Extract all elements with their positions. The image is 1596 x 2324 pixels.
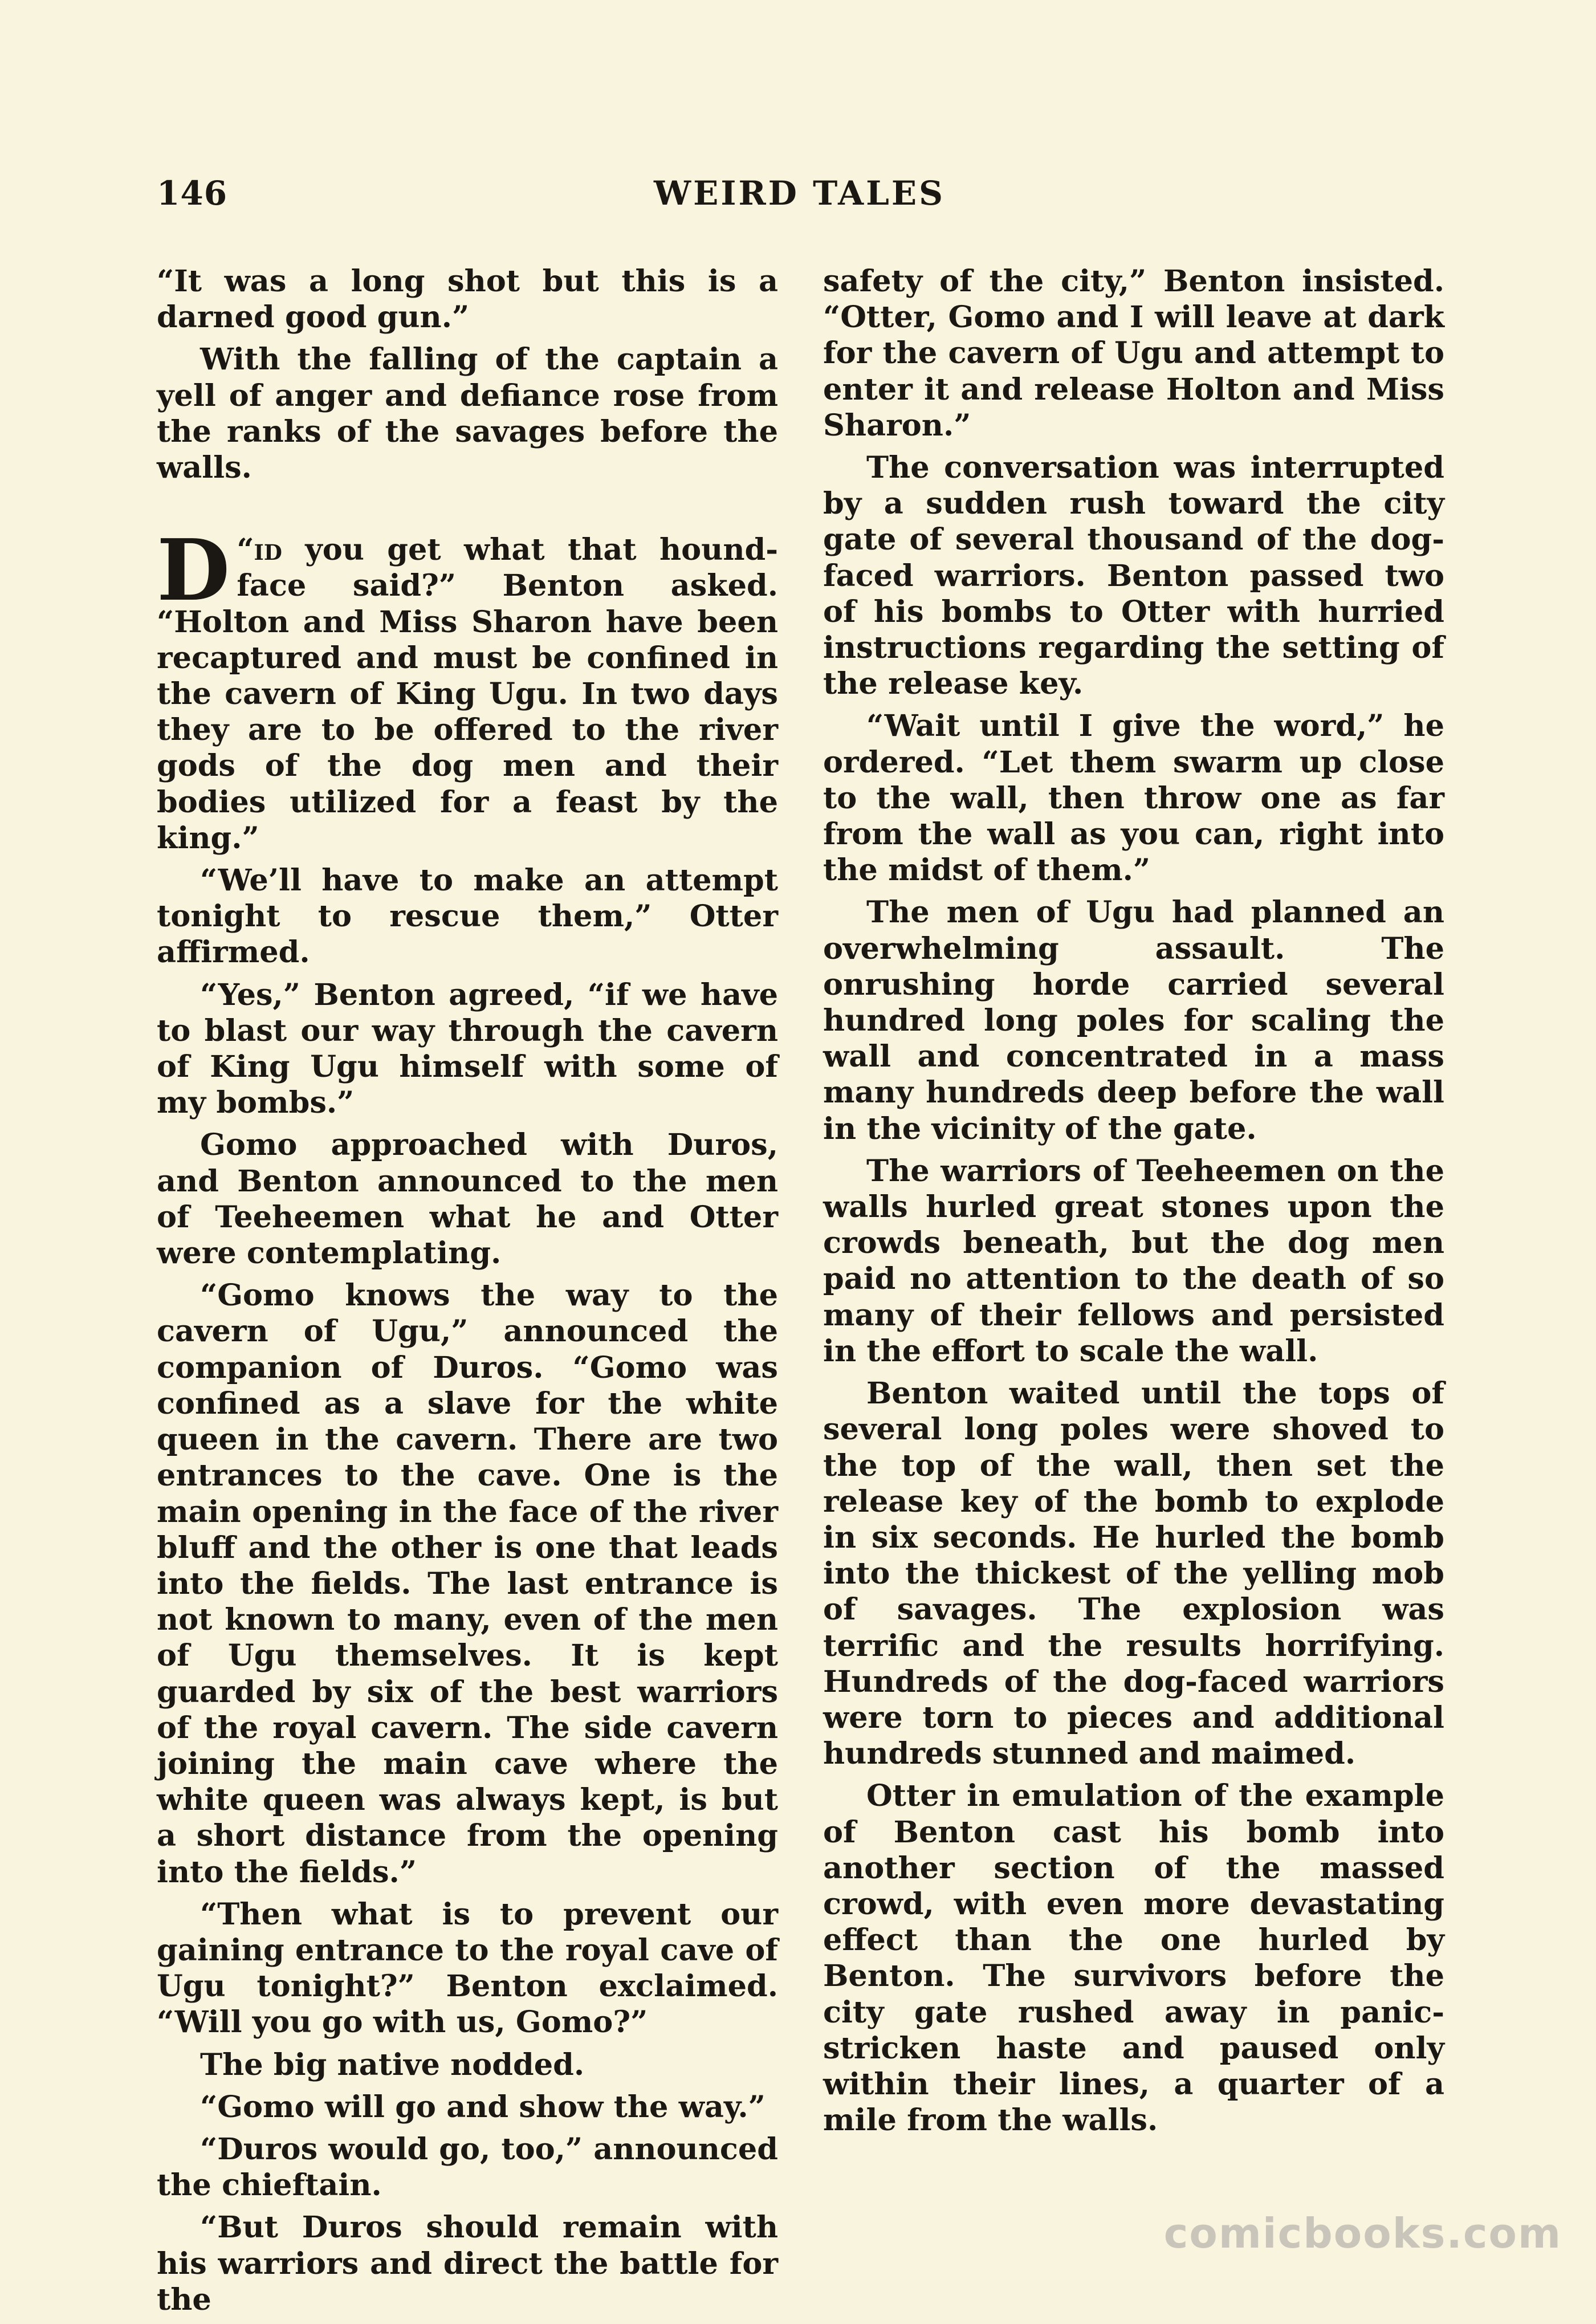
small-caps-word: id (254, 532, 282, 568)
paragraph: The men of Ugu had planned an overwhelming assault. The onrushing horde carried several hundred long poles for scaling the wall and concentrated in a mass many hundreds deep before the wall in the vicinity of the gate. (823, 895, 1444, 1146)
paragraph: safety of the city,” Benton insisted. “Otter, Gomo and I will leave at dark for the cavern of Ugu and attempt to enter it and release Holton and Miss Sharon.” (823, 264, 1444, 443)
page-header (157, 174, 1442, 225)
paragraph: “It was a long shot but this is a darned good gun.” (157, 264, 778, 335)
paragraph: “But Duros should remain with his warriors and direct the battle for the (157, 2210, 778, 2317)
left-column (157, 263, 778, 2324)
dropcap-paragraph (157, 520, 778, 856)
paragraph: “We’ll have to make an attempt tonight to rescue them,” Otter affirmed. (157, 863, 778, 970)
paragraph: Otter in emulation of the example of Benton cast his bomb into another section of the massed crowd, with even more devastating effect than the one hurled by Benton. The survivors before the city gate rushed away in panic-stricken haste and paused only within their lines, a quarter of a mile from the walls. (823, 1778, 1444, 2138)
paragraph: “Duros would go, too,” announced the chieftain. (157, 2131, 778, 2203)
paragraph: With the falling of the captain a yell of anger and defiance rose from the ranks of the savages before the walls. (157, 342, 778, 486)
open-quote: “ (237, 532, 254, 568)
running-title: WEIRD TALES (653, 174, 946, 213)
paragraph: “Then what is to prevent our gaining entrance to the royal cave of Ugu tonight?” Benton exclaimed. “Will you go with us, Gomo?” (157, 1896, 778, 2040)
paragraph: Gomo approached with Duros, and Benton announced to the men of Teeheemen what he and Otter were contemplating. (157, 1128, 778, 1271)
paragraph: The big native nodded. (200, 2047, 585, 2082)
paragraph: “Gomo knows the way to the cavern of Ugu,” announced the companion of Duros. “Gomo was confined as a slave for the white queen in the cavern. There are two entrances to the cave. One is the main opening in the face of the river bluff and the other is one that leads into the fields. The last entrance is not known to many, even of the men of Ugu themselves. It is kept guarded by six of the best warriors of the royal cavern. The side cavern joining the main cave where the white queen was always kept, is but a short distance from the opening into the fields.” (157, 1278, 778, 1890)
watermark: comicbooks.com (1163, 2209, 1562, 2257)
drop-cap-letter: D (157, 520, 230, 620)
paragraph: Benton waited until the tops of several long poles were shoved to the top of the wall, then set the release key of the bomb to explode in six seconds. He hurled the bomb into the thickest of the yelling mob of savages. The explosion was terrific and the results horrifying. Hundreds of the dog-faced warriors were torn to pieces and additional hundreds stunned and maimed. (823, 1376, 1444, 1772)
paragraph: The conversation was interrupted by a sudden rush toward the city gate of several thousand of the dog-faced warriors. Benton passed two of his bombs to Otter with hurried instructions regarding the setting of the release key. (823, 450, 1444, 702)
paragraph: “Wait until I give the word,” he ordered. “Let them swarm up close to the wall, then throw one as far from the wall as you can, right into the midst of them.” (823, 709, 1444, 888)
paragraph: “Yes,” Benton agreed, “if we have to blast our way through the cavern of King Ugu himself with some of my bombs.” (157, 977, 778, 1121)
section-break (157, 492, 778, 532)
paragraph: “Gomo will go and show the way.” (200, 2089, 766, 2124)
page-number: 146 (157, 174, 228, 213)
right-column (823, 263, 1444, 2144)
paragraph-text: you get what that hound-face said?” Benton asked. “Holton and Miss Sharon have been recaptured and must be confined in the cavern of King Ugu. In two days they are to be offered to the river gods of the dog men and their bodies utilized for a feast by the king.” (157, 532, 778, 856)
paragraph: The warriors of Teeheemen on the walls hurled great stones upon the crowds beneath, but the dog men paid no attention to the death of so many of their fellows and persisted in the effort to scale the wall. (823, 1153, 1444, 1369)
